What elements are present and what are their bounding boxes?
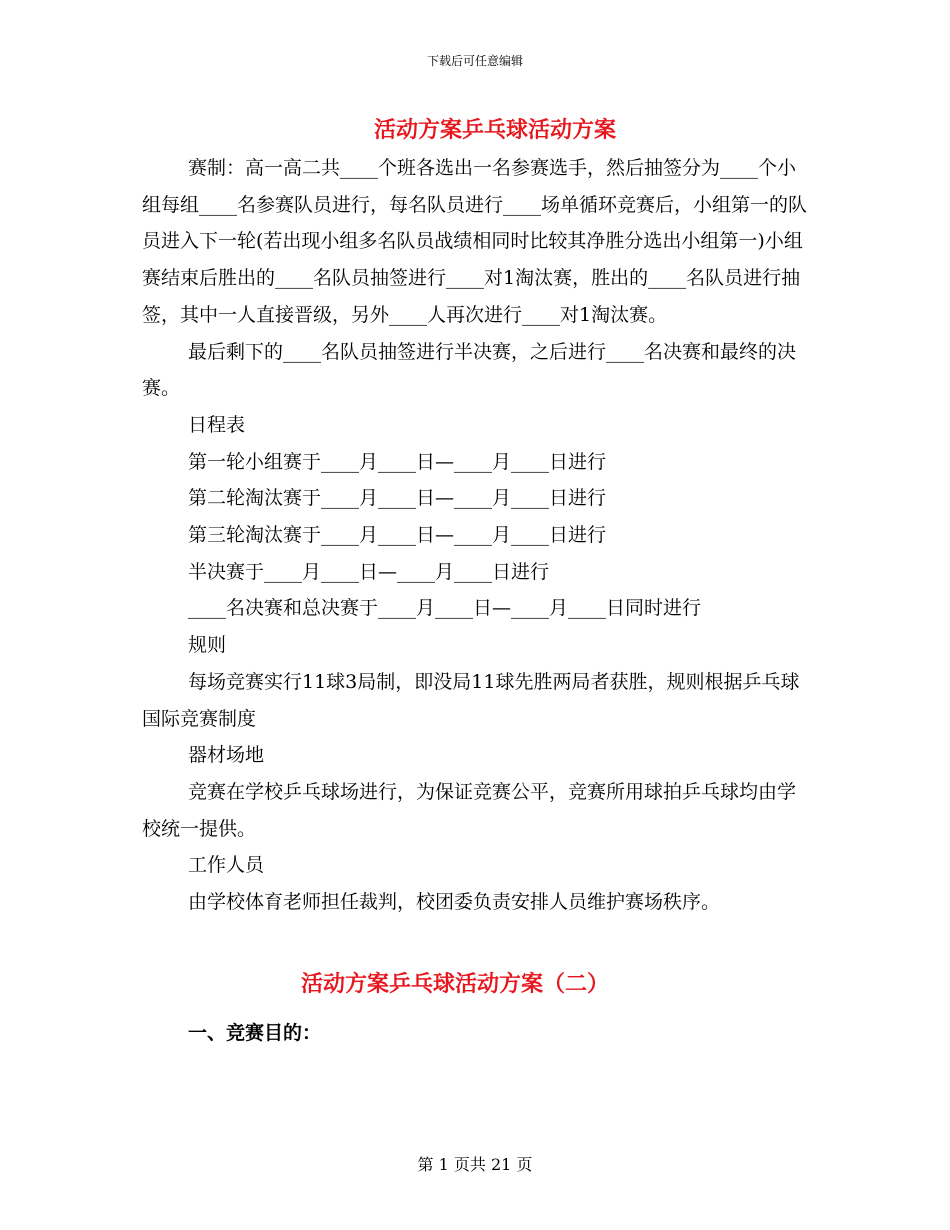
header-note: 下载后可任意编辑 [426, 54, 523, 68]
schedule-semifinal: 半决赛于____月____日—____月____日进行 [188, 560, 550, 583]
document-title: 活动方案乒乓球活动方案 [373, 117, 616, 143]
paragraph-format: 赛制：高一高二共____个班各选出一名参赛选手，然后抽签分为____个小组每组____名参赛队员进行，每名队员进行____场单循环竞赛后，小组第一的队员进入下一轮(若出现小组多名队员战绩相同时比较其净胜分选出小组第一)小组赛结束后胜出的____名队员抽签进行____对1淘汰赛，胜出的____名队员进行抽签，其中一人直接晋级，另外____人再次进行____对1淘汰赛。 [142, 157, 808, 326]
schedule-round-1: 第一轮小组赛于____月____日—____月____日进行 [188, 450, 607, 473]
schedule-round-2: 第二轮淘汰赛于____月____日—____月____日进行 [188, 487, 607, 510]
paragraph-rules: 每场竞赛实行11球3局制，即没局11球先胜两局者获胜，规则根据乒乓球国际竞赛制度 [142, 670, 800, 730]
paragraph-semifinal: 最后剩下的____名队员抽签进行半决赛，之后进行____名决赛和最终的决赛。 [142, 340, 797, 400]
paragraph-equipment: 竞赛在学校乒乓球场进行，为保证竞赛公平，竞赛所用球拍乒乓球均由学校统一提供。 [142, 780, 797, 840]
schedule-round-3: 第三轮淘汰赛于____月____日—____月____日进行 [188, 524, 607, 547]
heading-equipment: 器材场地 [188, 744, 265, 767]
document-body [142, 150, 812, 921]
heading-rules: 规则 [188, 634, 227, 657]
section-heading-purpose: 一、竞赛目的： [188, 1022, 322, 1044]
schedule-final: ____名决赛和总决赛于____月____日—____月____日同时进行 [188, 597, 702, 620]
heading-staff: 工作人员 [188, 854, 265, 877]
page-footer: 第 1 页共 21 页 [417, 1155, 533, 1174]
paragraph-staff: 由学校体育老师担任裁判，校团委负责安排人员维护赛场秩序。 [188, 891, 721, 914]
section-title-2: 活动方案乒乓球活动方案（二） [300, 971, 609, 997]
heading-schedule: 日程表 [188, 413, 246, 436]
